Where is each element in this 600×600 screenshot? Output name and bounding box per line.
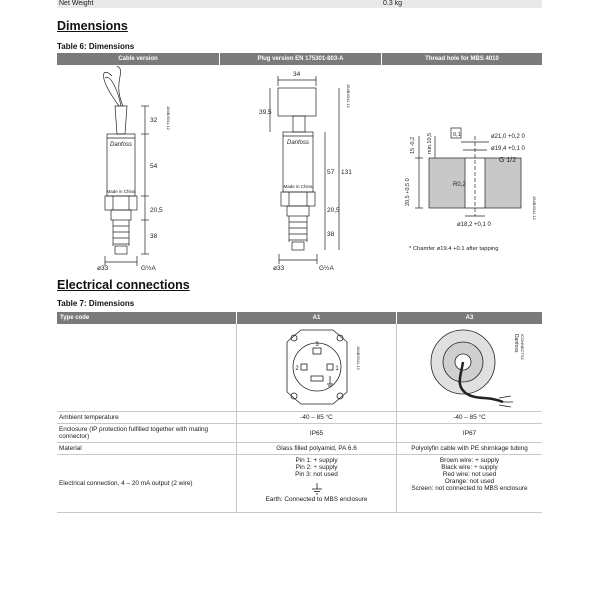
thread-dim-21: ø21,0 +0,2 0 [491,134,525,140]
plug-dim-57: 57 [327,169,335,176]
a1-code: 184B3041.12 [355,346,361,370]
thread-dim-0-1: 0,1 [453,132,461,138]
a3-screen: Screen: not connected to MBS enclosure [411,485,528,492]
a1-pin-1-label: 1 [334,366,339,372]
a1-pin-2-label: 2 [294,366,299,372]
table-row [57,412,542,424]
cable-dim-thread: G½A [141,265,156,271]
cable-made-in: Made in China [106,189,136,194]
ambient-temp-label: Ambient temperature [57,412,237,423]
col-type-code: Type code [57,312,237,324]
a1-plug-icon [267,326,367,408]
table7-caption: Table 7: Dimensions [57,299,135,308]
net-weight-row [57,0,542,8]
col-plug-version: Plug version EN 175301-803-A [220,53,382,65]
col-thread-hole: Thread hole for MBS 4010 [425,56,499,62]
connector-images-row [57,324,542,412]
plug-dim-131: 131 [341,169,352,176]
plug-dim-39-5: 39,5 [259,109,272,116]
a1-pin2: Pin 2: ÷ supply [295,464,338,471]
a3-black: Black wire: ÷ supply [441,464,498,471]
earth-icon [310,482,324,496]
a1-connector-image [237,324,397,411]
a1-pin1: Pin 1: + supply [295,457,338,464]
ambient-temp-a1: -40 – 85 °C [237,412,397,423]
a3-brown: Brown wire: + supply [439,457,500,464]
cable-dim-38: 38 [150,233,158,240]
thread-dim-19-4: ø19,4 +0,1 0 [491,146,525,152]
cable-version-drawing [103,66,149,266]
thread-note: * Chamfer ø19.4 +0.1 after tapping [409,246,499,252]
dimensions-table [57,53,542,65]
a1-connection-cell [237,455,397,512]
a3-orange: Orange: not used [444,478,495,485]
dimensions-table-header [57,53,542,65]
table-row [57,455,542,513]
thread-dim-18-2: ø18,2 +0,1 0 [457,222,491,228]
thread-dim-15: 15 -0,2 [410,136,416,154]
thread-dim-min10-5: min.10,5 [427,132,433,154]
plug-brand-logo: Danfoss [286,140,310,146]
a3-code: ICONNECTS2 [519,334,525,360]
net-weight-label: Net Weight [59,0,94,7]
cable-dim-diameter: ø33 [97,265,109,271]
material-a3: Polyolyfin cable with PE shirnkage tubing [411,445,528,452]
enclosure-a3: IP67 [462,429,477,437]
table6-caption: Table 6: Dimensions [57,42,135,51]
cable-dim-20-5: 20,5 [150,207,163,214]
plug-dim-thread: G½A [319,265,334,271]
cable-brand-logo: Danfoss [109,142,133,148]
a1-pin-3-label: 3 [314,342,319,348]
plug-dim-34: 34 [293,71,301,78]
thread-code: 184B3041.12 [532,196,537,220]
material-label: Material [57,443,237,454]
electrical-heading: Electrical connections [57,278,190,292]
plug-dim-20-5: 20,5 [327,207,340,214]
a1-pin3: Pin 3: not used [295,471,338,478]
a3-connection-cell [397,455,542,512]
thread-dim-20-5: 20,5 +0,5 0 [405,178,411,206]
electrical-table-header [57,312,542,324]
dimensions-heading: Dimensions [57,19,128,33]
electrical-connection-label: Electrical connection, 4 – 20 mA output (2 wire) [57,455,237,512]
electrical-table [57,312,542,513]
a3-connector-image [397,324,542,411]
net-weight-value: 0.3 kg [383,0,403,7]
enclosure-a1: IP65 [237,424,397,442]
material-a1: Glass filled polyamid, PA 6.6 [237,443,397,454]
col-a1: A1 [237,312,397,324]
thread-dim-g12: G 1/2 [499,157,517,164]
a1-earth: Earth: Connected to MBS enclosure [265,496,368,503]
a3-brand: Danfoss [512,334,519,353]
table-row [57,424,542,443]
plug-code: 184B3041.12 [346,84,351,108]
ambient-temp-a3: -40 – 85 °C [453,414,486,421]
a3-red: Red wire: not used [442,471,497,478]
cable-dim-32: 32 [150,117,158,124]
table-row [57,443,542,455]
cable-code: 184B3041.12 [166,106,171,130]
plug-dim-diameter: ø33 [273,265,285,271]
col-cable-version: Cable version [57,53,220,65]
enclosure-label: Enclosure (IP protection fulfilled together with mating connector) [57,424,237,442]
dimension-drawings [57,66,542,271]
plug-made-in: Made in China [283,184,313,189]
col-a3: A3 [465,315,474,321]
cable-dim-54: 54 [150,163,158,170]
thread-dim-r0-2: R0,2 [453,182,466,188]
a3-cable-icon [415,326,525,408]
plug-dim-38: 38 [327,231,335,238]
